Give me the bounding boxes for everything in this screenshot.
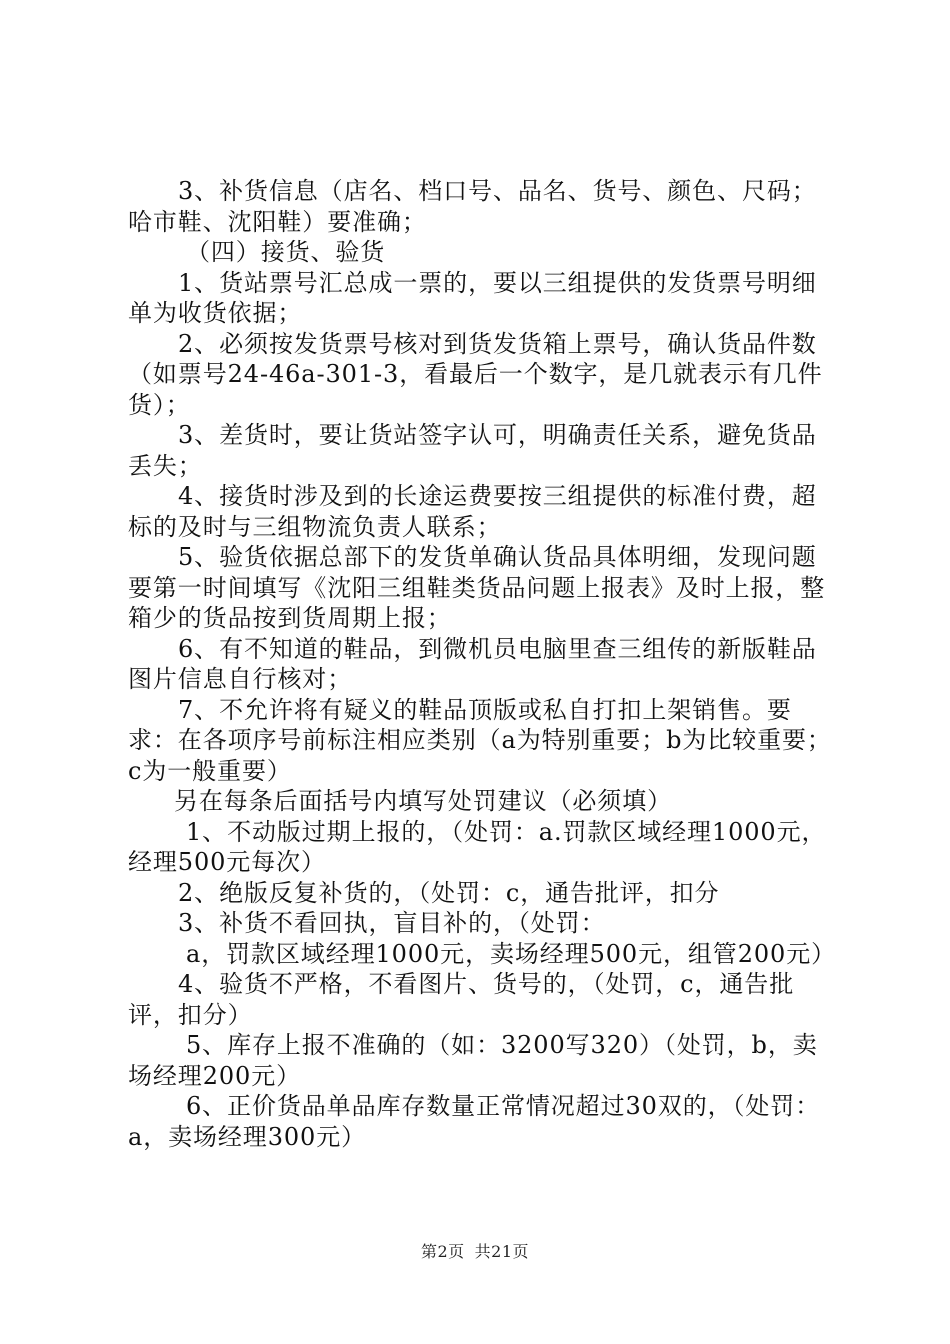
paragraph: （四）接货、验货 (186, 238, 386, 266)
paragraph: 另在每条后面括号内填写处罚建议（必须填） (174, 787, 672, 815)
page-total: 共21页 (474, 1242, 530, 1261)
paragraph: 4、接货时涉及到的长途运费要按三组提供的标准付费，超标的及时与三组物流负责人联系； (128, 482, 817, 541)
paragraph: 5、库存上报不准确的（如：3200写320）（处罚，b，卖场经理200元） (128, 1031, 818, 1090)
paragraph: 3、差货时，要让货站签字认可，明确责任关系，避免货品丢失； (128, 421, 817, 480)
paragraph: 6、有不知道的鞋品，到微机员电脑里查三组传的新版鞋品图片信息自行核对； (128, 634, 817, 693)
paragraph: 4、验货不严格，不看图片、货号的，（处罚，c，通告批评，扣分） (128, 970, 795, 1029)
paragraph: 1、不动版过期上报的，（处罚：a.罚款区域经理1000元，经理500元每次） (128, 817, 827, 876)
paragraph: 6、正价货品单品库存数量正常情况超过30双的，（处罚：a，卖场经理300元） (128, 1092, 821, 1151)
paragraph: 5、验货依据总部下的发货单确认货品具体明细，发现问题要第一时间填写《沈阳三组鞋类货品问题上报表》及时上报，整箱少的货品按到货周期上报； (128, 543, 826, 632)
document-body (128, 176, 840, 1152)
page-number: 第2页 (420, 1242, 465, 1261)
paragraph: 1、货站票号汇总成一票的，要以三组提供的发货票号明细单为收货依据； (128, 268, 817, 327)
page-footer (0, 1242, 950, 1262)
paragraph: 3、补货不看回执，盲目补的，（处罚： (178, 909, 606, 937)
paragraph: 2、必须按发货票号核对到货发货箱上票号，确认货品件数（如票号24-46a-301-3，看最后一个数字，是几就表示有几件货）； (128, 329, 823, 419)
paragraph: 7、不允许将有疑义的鞋品顶版或私自打扣上架销售。要求：在各项序号前标注相应类别（a为特别重要；b为比较重要；c为一般重要） (128, 695, 832, 785)
paragraph: 2、绝版反复补货的，（处罚：c，通告批评，扣分 (178, 878, 720, 907)
paragraph: 3、补货信息（店名、档口号、品名、货号、颜色、尺码；哈市鞋、沈阳鞋）要准确； (128, 177, 817, 236)
paragraph: a，罚款区域经理1000元，卖场经理500元，组管200元） (186, 939, 837, 968)
